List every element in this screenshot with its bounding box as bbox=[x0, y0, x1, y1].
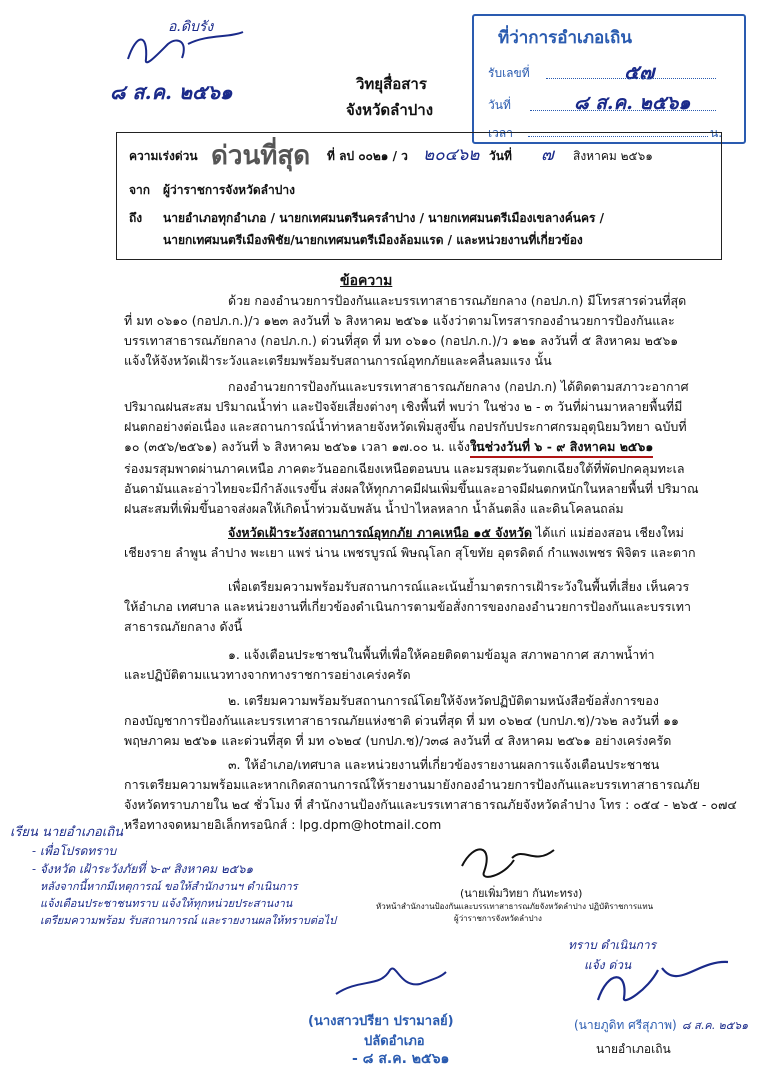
p3-bold-text: จังหวัดเฝ้าระวังสถานการณ์อุทกภัย ภาคเหนือ ๑๕ จังหวัด bbox=[228, 525, 532, 540]
handwritten-line-4: หลังจากนี้หากมีเหตุการณ์ ขอให้สำนักงานฯ ดำเนินการ bbox=[40, 880, 298, 893]
item3-line-4: หรือทางจดหมายอิเล็กทรอนิกส์ : lpg.dpm@hotmail.com bbox=[124, 817, 442, 832]
stamp-office-name: ที่ว่าการอำเภอเถิน bbox=[498, 28, 632, 48]
chief-position: นายอำเภอเถิน bbox=[596, 1042, 671, 1056]
clerk-position: ปลัดอำเภอ bbox=[364, 1034, 425, 1049]
ref-no: ๒๐๔๖๒ bbox=[423, 145, 480, 165]
p1-line-1: ด้วย กองอำนวยการป้องกันและบรรเทาสาธารณภัยกลาง (กอปภ.ก) มีโทรสารด่วนที่สุด bbox=[228, 293, 687, 308]
signature-position-2: ผู้ว่าราชการจังหวัดลำปาง bbox=[454, 914, 542, 923]
stamp-recv-no: ๕๗ bbox=[624, 60, 655, 84]
p1-line-3: บรรเทาสาธารณภัยกลาง (กอปภ.ก.) ด่วนที่สุด ที่ มท ๐๖๑๐ (กอปภ.ก.)/ว ๑๒๑ ลงวันที่ ๕ สิงหาคม ๒๕๖๑ bbox=[124, 333, 679, 348]
handwritten-line-3: - จังหวัด เฝ้าระวังภัยที่ ๖-๙ สิงหาคม ๒๕๖๑ bbox=[32, 862, 254, 876]
to-line-1: นายอำเภอทุกอำเภอ / นายกเทศมนตรีนครลำปาง / นายกเทศมนตรีเมืองเขลางค์นคร / bbox=[163, 211, 604, 225]
p2-line-5: ร่องมรสุมพาดผ่านภาคเหนือ ภาคตะวันออกเฉียงเหนือตอนบน และมรสุมตะวันตกเฉียงใต้ที่พัดปกคลุมทะเล bbox=[124, 461, 685, 476]
item2-line-1: ๒. เตรียมความพร้อมรับสถานการณ์โดยให้จังหวัดปฏิบัติตามหนังสือข้อสั่งการของ bbox=[228, 693, 659, 708]
stamp-recv-label: รับเลขที่ bbox=[488, 66, 530, 80]
urgency-value: ด่วนที่สุด bbox=[211, 141, 311, 171]
p3-line-2: เชียงราย ลำพูน ลำปาง พะเยา แพร่ น่าน เพชรบูรณ์ พิษณุโลก สุโขทัย อุตรดิตถ์ กำแพงเพชร พิจิตร และตาก bbox=[124, 545, 696, 560]
chief-date: ๘ ส.ค. ๒๕๖๑ bbox=[682, 1019, 749, 1032]
item3-line-2: การเตรียมความพร้อมและหากเกิดสถานการณ์ให้รายงานมายังกองอำนวยการป้องกันและบรรเทาสาธารณภัย bbox=[124, 777, 700, 792]
to-line-2: นายกเทศมนตรีเมืองพิชัย/นายกเทศมนตรีเมืองล้อมแรด / และหน่วยงานที่เกี่ยวข้อง bbox=[163, 233, 583, 247]
stamp-dotline-2 bbox=[530, 110, 716, 111]
chief-note-2: แจ้ง ด่วน bbox=[584, 958, 632, 972]
header-line-2: จังหวัดลำปาง bbox=[346, 101, 434, 119]
handwritten-note bbox=[10, 824, 390, 929]
body-heading: ข้อความ bbox=[340, 273, 393, 289]
p2-line-2: ปริมาณฝนสะสม ปริมาณน้ำท่า และปัจจัยเสี่ยงต่างๆ เชิงพื้นที่ พบว่า ในช่วง ๒ - ๓ วันที่ผ่านมาหลายพื้นที่มี bbox=[124, 399, 683, 414]
clerk-date: - ๘ ส.ค. ๒๕๖๑ bbox=[352, 1051, 450, 1067]
memo-date-label: วันที่ bbox=[489, 149, 512, 163]
p2-line-3: ฝนตกอย่างต่อเนื่อง และสถานการณ์น้ำท่าหลายจังหวัดเพิ่มสูงขึ้น กอปรกับประกาศกรมอุตุนิยมวิทยา ฉบับที่ bbox=[124, 419, 687, 434]
memo-header-box bbox=[116, 132, 722, 260]
item2-line-2: กองบัญชาการป้องกันและบรรเทาสาธารณภัยแห่งชาติ ด่วนที่สุด ที่ มท ๐๖๒๔ (บกปภ.ช)/ว๖๒ ลงวันที่ ๑๑ bbox=[124, 713, 679, 728]
chief-note-1: ทราบ ดำเนินการ bbox=[568, 938, 657, 952]
p2-line-6: อันดามันและอ่าวไทยจะมีกำลังแรงขึ้น ส่งผลให้ทุกภาคมีฝนเพิ่มขึ้นและอาจมีฝนตกหนักในหลายพื้นที่ ปริมาณ bbox=[124, 481, 699, 496]
from-value: ผู้ว่าราชการจังหวัดลำปาง bbox=[163, 183, 295, 197]
urgency-label: ความเร่งด่วน bbox=[129, 149, 198, 163]
p2-line-7: ฝนสะสมที่เพิ่มขึ้นอาจส่งผลให้เกิดน้ำท่วมฉับพลัน น้ำป่าไหลหลาก น้ำล้นตลิ่ง และดินโคลนถล่ม bbox=[124, 501, 624, 516]
p4-line-1: เพื่อเตรียมความพร้อมรับสถานการณ์และเน้นย้ำมาตรการเฝ้าระวังในพื้นที่เสี่ยง เห็นควร bbox=[228, 579, 690, 594]
p4-line-2: ให้อำเภอ เทศบาล และหน่วยงานที่เกี่ยวข้องดำเนินการตามข้อสั่งการของกองอำนวยการป้องกันและบรรเทา bbox=[124, 599, 691, 614]
clerk-signature-scribble bbox=[330, 958, 450, 1008]
chief-name: (นายภูดิท ศรีสุภาพ) bbox=[574, 1018, 677, 1032]
receipt-stamp bbox=[472, 14, 746, 144]
initial-text: อ.ดิบรัง bbox=[168, 19, 214, 35]
memo-date-day: ๗ bbox=[541, 145, 554, 165]
stamp-dotline-1 bbox=[546, 78, 716, 79]
top-left-handwriting bbox=[110, 14, 278, 104]
stamp-date-value: ๘ ส.ค. ๒๕๖๑ bbox=[574, 92, 691, 114]
clerk-name: (นางสาวปรียา ปรามาลย์) bbox=[308, 1014, 454, 1029]
provincial-signature-scribble bbox=[454, 836, 564, 886]
p1-line-2: ที่ มท ๐๖๑๐ (กอปภ.ก.)/ว ๑๒๓ ลงวันที่ ๖ สิงหาคม ๒๕๖๑ แจ้งว่าตามโทรสารกองอำนวยการป้องกันและ bbox=[124, 313, 675, 328]
chief-stamp bbox=[574, 1016, 754, 1072]
item3-line-3: จังหวัดทราบภายใน ๒๔ ชั่วโมง ที่ สำนักงานป้องกันและบรรเทาสาธารณภัยจังหวัดลำปาง โทร : ๐๕๔ - ๒๖๕ - ๐๗๔ bbox=[124, 797, 737, 812]
p2-line-1: กองอำนวยการป้องกันและบรรเทาสาธารณภัยกลาง (กอปภ.ก) ได้ติดตามสภาวะอากาศ bbox=[228, 379, 689, 394]
header-line-1: วิทยุสื่อสาร bbox=[356, 75, 427, 93]
handwritten-line-5: แจ้งเตือนประชาชนทราบ แจ้งให้ทุกหน่วยประสานงาน bbox=[40, 897, 293, 910]
item2-line-3: พฤษภาคม ๒๕๖๑ และด่วนที่สุด ที่ มท ๐๖๒๔ (บกปภ.ช)/ว๓๘ ลงวันที่ ๔ สิงหาคม ๒๕๖๑ อย่างเคร่งครัด bbox=[124, 733, 672, 748]
signature-position-1: หัวหน้าสำนักงานป้องกันและบรรเทาสาธารณภัยจังหวัดลำปาง ปฏิบัติราชการแทน bbox=[376, 902, 654, 911]
to-label: ถึง bbox=[129, 211, 143, 225]
handwritten-line-2: - เพื่อโปรดทราบ bbox=[32, 844, 117, 858]
p2-line-4: ๑๐ (๓๕๖/๒๕๖๑) ลงวันที่ ๖ สิงหาคม ๒๕๖๑ เวลา ๑๗.๐๐ น. แจ้งว่า bbox=[124, 439, 485, 454]
memo-date-rest: สิงหาคม ๒๕๖๑ bbox=[573, 149, 653, 163]
chief-signature-scribble bbox=[588, 950, 738, 1010]
item1-line-2: และปฏิบัติตามแนวทางจากทางราชการอย่างเคร่งครัด bbox=[124, 667, 411, 682]
item1-line-1: ๑. แจ้งเตือนประชาชนในพื้นที่เพื่อให้คอยติดตามข้อมูล สภาพอากาศ สภาพน้ำท่า bbox=[228, 647, 655, 662]
p3-line-1 bbox=[228, 524, 684, 542]
stamp-date-label: วันที่ bbox=[488, 98, 511, 112]
handwritten-line-1: เรียน นายอำเภอเถิน bbox=[10, 825, 123, 840]
ref-label: ที่ ลป ๐๐๒๑ / ว bbox=[327, 149, 408, 163]
clerk-stamp bbox=[308, 1010, 478, 1067]
p2-highlight-dates: ในช่วงวันที่ ๖ - ๙ สิงหาคม ๒๕๖๑ bbox=[470, 438, 653, 458]
p1-line-4: แจ้งให้จังหวัดเฝ้าระวังและเตรียมพร้อมรับสถานการณ์อุทกภัยและคลื่นลมแรง นั้น bbox=[124, 353, 552, 368]
stamp-time-label: เวลา bbox=[488, 126, 513, 140]
p4-line-3: สาธารณภัยกลาง ดังนี้ bbox=[124, 619, 243, 634]
signature-name: (นายเพิ่มวิทยา กันทะทรง) bbox=[460, 887, 583, 900]
stamp-time-suffix: น. bbox=[710, 126, 723, 140]
from-label: จาก bbox=[129, 183, 151, 197]
item3-line-1: ๓. ให้อำเภอ/เทศบาล และหน่วยงานที่เกี่ยวข้องรายงานผลการแจ้งเตือนประชาชน bbox=[228, 757, 660, 772]
handwritten-line-6: เตรียมความพร้อม รับสถานการณ์ และรายงานผลให้ทราบต่อไป bbox=[40, 914, 337, 927]
p3-rest-text: ได้แก่ แม่ฮ่องสอน เชียงใหม่ bbox=[531, 525, 684, 540]
top-left-date: ๘ ส.ค. ๒๕๖๑ bbox=[110, 80, 233, 104]
